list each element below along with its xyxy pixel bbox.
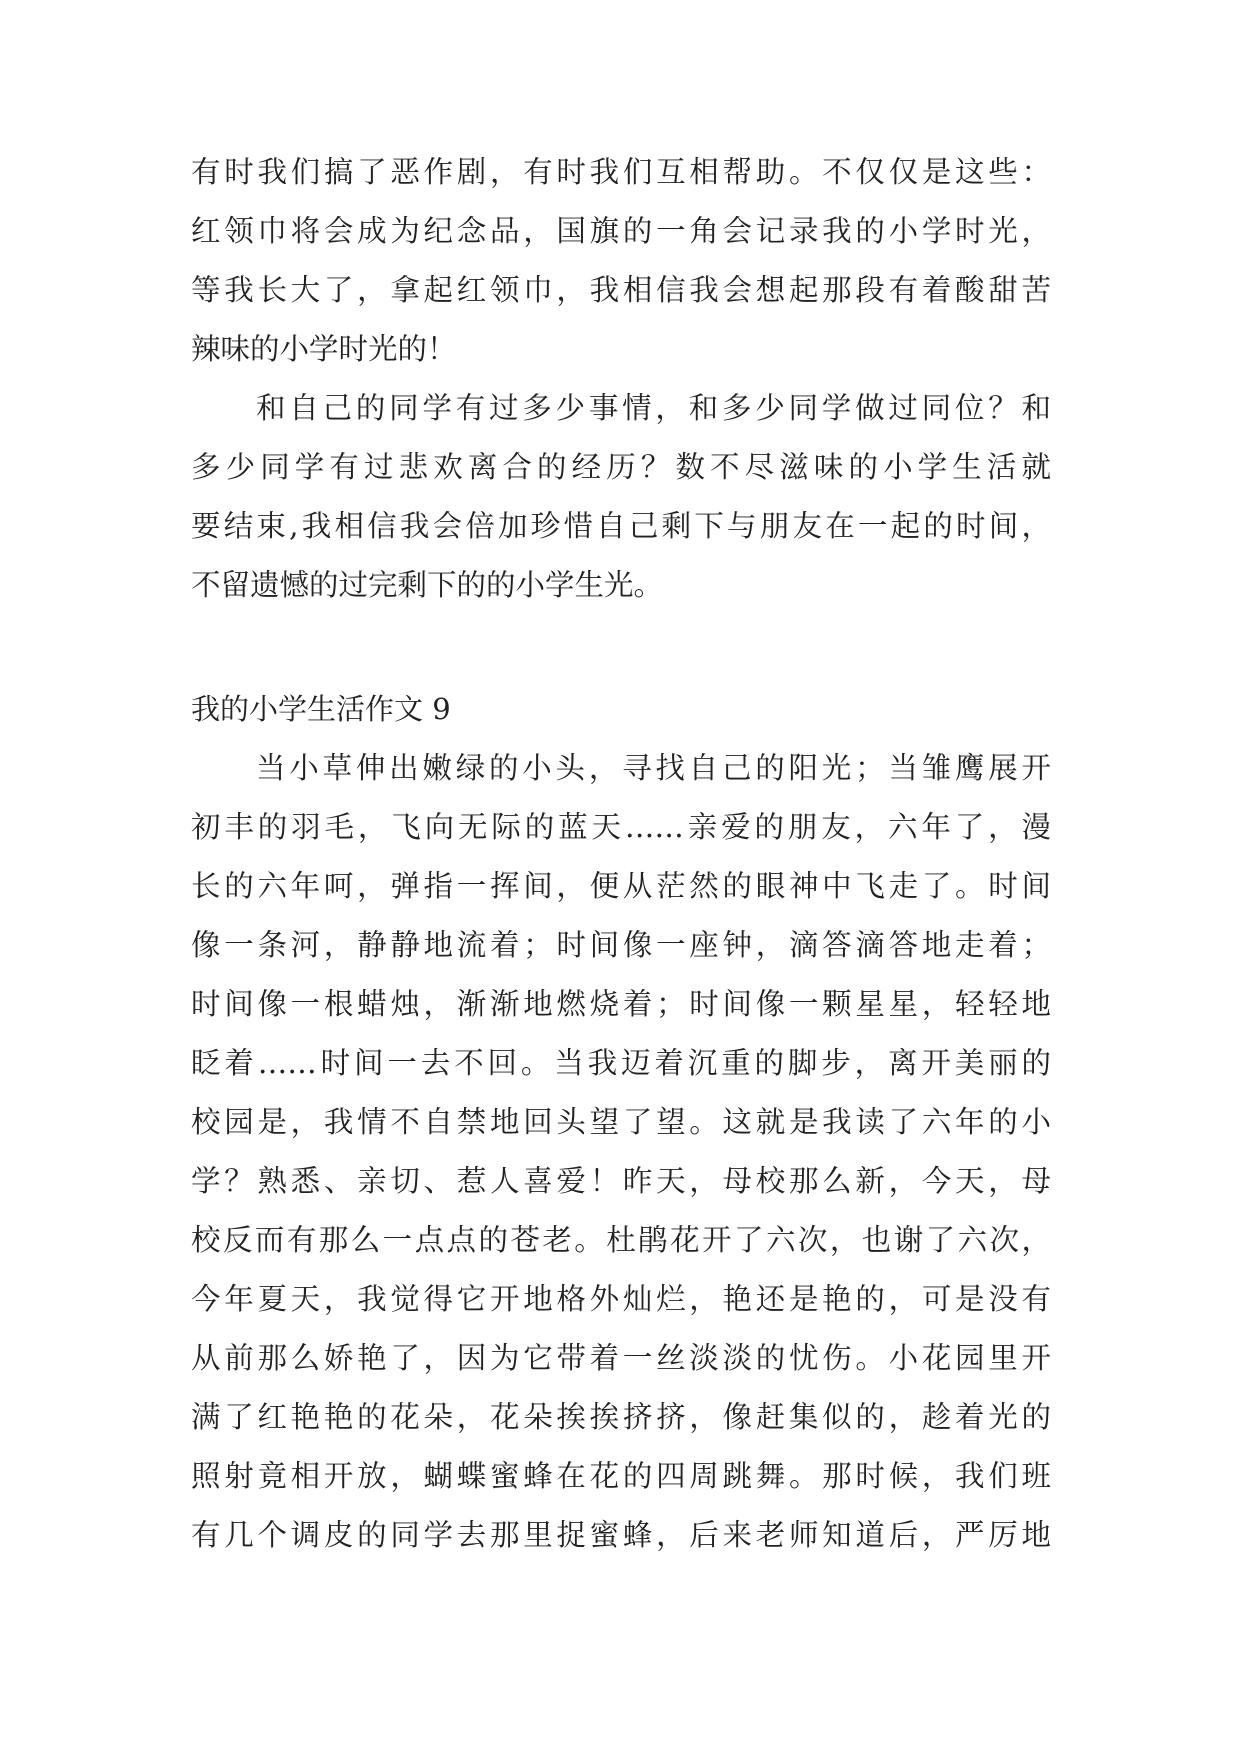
text-line: 有几个调皮的同学去那里捉蜜蜂，后来老师知道后，严厉地 bbox=[191, 1518, 1051, 1552]
text-line: 时间像一根蜡烛，渐渐地燃烧着；时间像一颗星星，轻轻地 bbox=[191, 987, 1051, 1021]
text-line: 等我长大了，拿起红领巾，我相信我会想起那段有着酸甜苦 bbox=[191, 273, 1051, 307]
text-line: 从前那么娇艳了，因为它带着一丝淡淡的忧伤。小花园里开 bbox=[191, 1341, 1051, 1375]
text-line: 要结束,我相信我会倍加珍惜自己剩下与朋友在一起的时间， bbox=[191, 509, 1051, 543]
text-line: 眨着……时间一去不回。当我迈着沉重的脚步，离开美丽的 bbox=[191, 1046, 1051, 1080]
text-line: 像一条河，静静地流着；时间像一座钟，滴答滴答地走着； bbox=[191, 928, 1051, 962]
text-line: 和自己的同学有过多少事情，和多少同学做过同位？和 bbox=[256, 391, 1051, 425]
text-line: 满了红艳艳的花朵，花朵挨挨挤挤，像赶集似的，趁着光的 bbox=[191, 1400, 1051, 1434]
text-line: 初丰的羽毛，飞向无际的蓝天……亲爱的朋友，六年了，漫 bbox=[191, 810, 1051, 844]
text-line: 有时我们搞了恶作剧，有时我们互相帮助。不仅仅是这些： bbox=[191, 155, 1051, 189]
text-line: 不留遗憾的过完剩下的的小学生光。 bbox=[191, 568, 664, 602]
text-line: 今年夏天，我觉得它开地格外灿烂，艳还是艳的，可是没有 bbox=[191, 1282, 1051, 1316]
text-line: 当小草伸出嫩绿的小头，寻找自己的阳光；当雏鹰展开 bbox=[256, 751, 1051, 785]
section-heading: 我的小学生活作文 9 bbox=[191, 692, 451, 726]
text-line: 多少同学有过悲欢离合的经历？数不尽滋味的小学生活就 bbox=[191, 450, 1051, 484]
text-line: 照射竟相开放，蝴蝶蜜蜂在花的四周跳舞。那时候，我们班 bbox=[191, 1459, 1051, 1493]
text-line: 红领巾将会成为纪念品，国旗的一角会记录我的小学时光， bbox=[191, 214, 1051, 248]
text-line: 校反而有那么一点点的苍老。杜鹃花开了六次，也谢了六次， bbox=[191, 1223, 1051, 1257]
text-line: 辣味的小学时光的！ bbox=[191, 332, 457, 366]
text-line: 校园是，我情不自禁地回头望了望。这就是我读了六年的小 bbox=[191, 1105, 1051, 1139]
text-line: 学？熟悉、亲切、惹人喜爱！昨天，母校那么新，今天，母 bbox=[191, 1164, 1051, 1198]
text-line: 长的六年呵，弹指一挥间，便从茫然的眼神中飞走了。时间 bbox=[191, 869, 1051, 903]
